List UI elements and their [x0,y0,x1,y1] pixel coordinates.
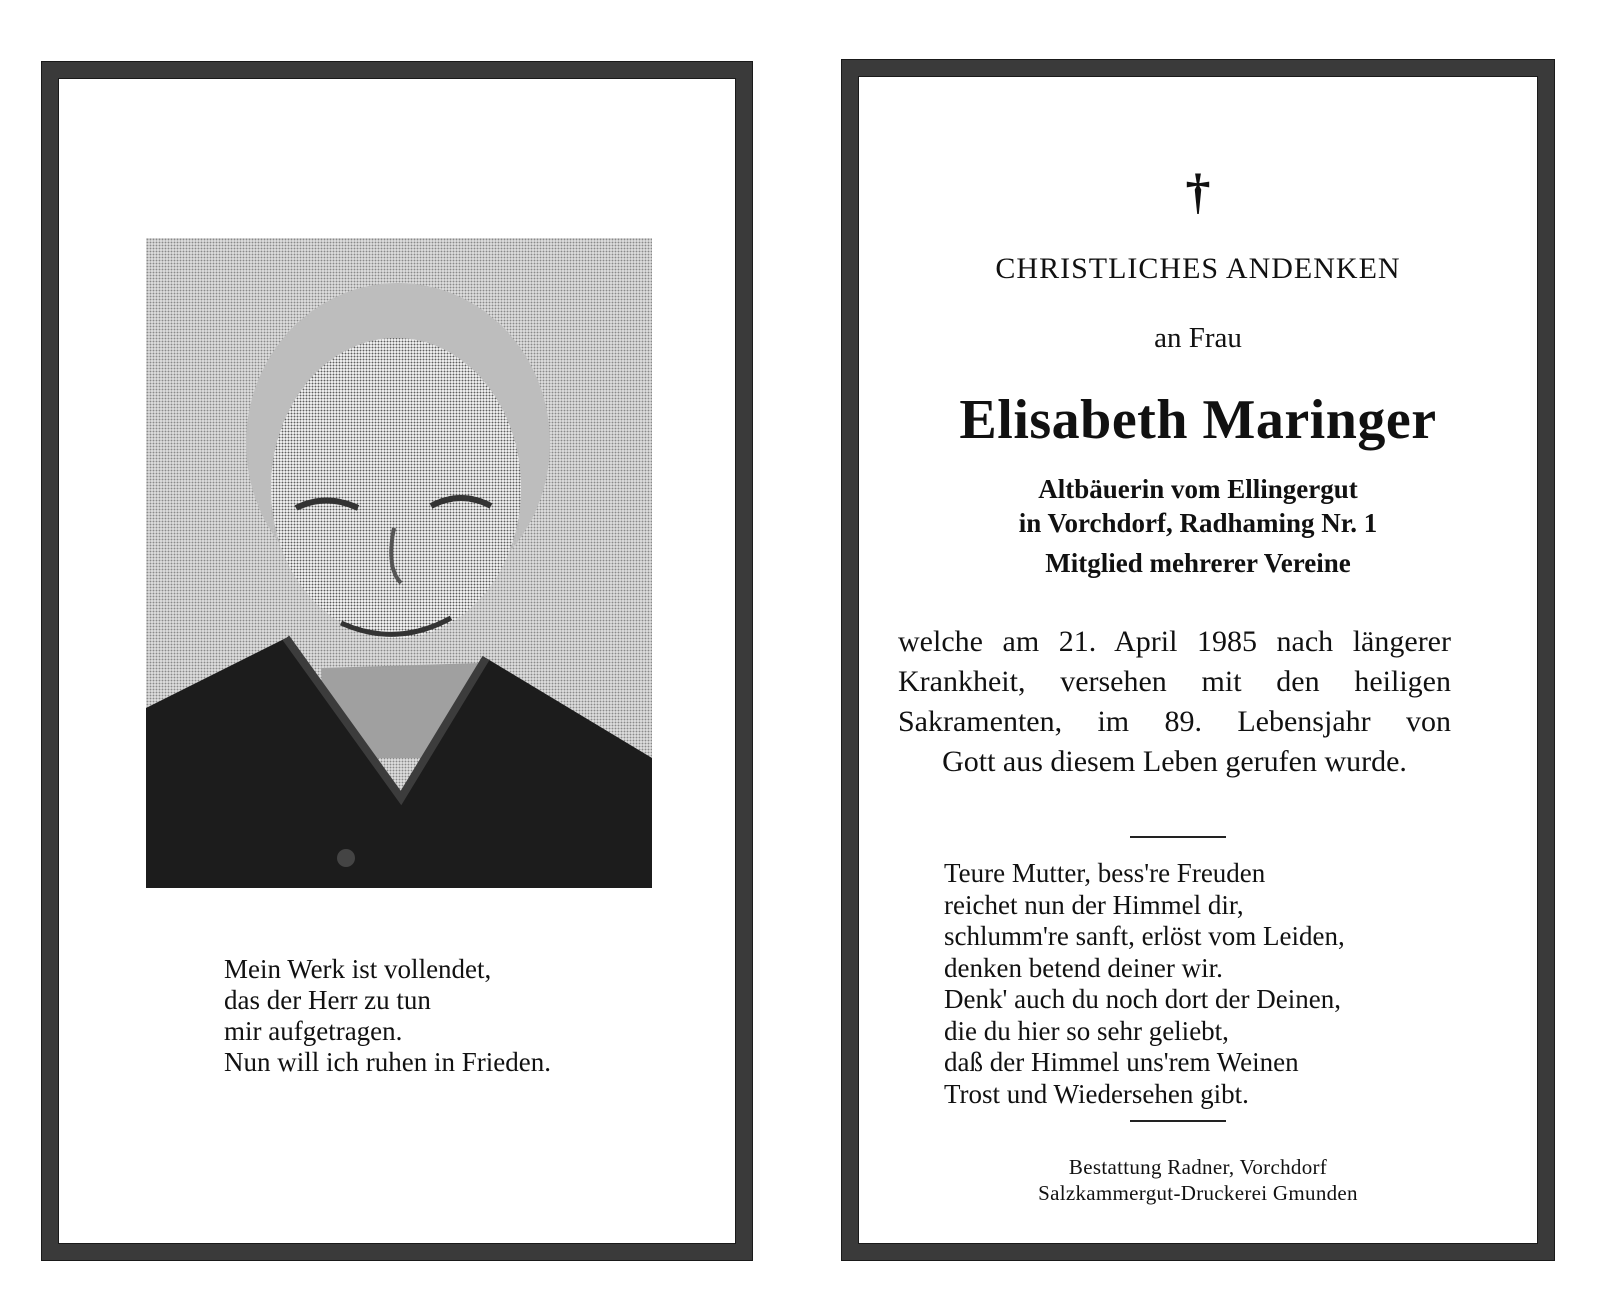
deceased-name: Elisabeth Maringer [959,389,1437,451]
name-prefix: an Frau [1154,322,1242,354]
description-line: in Vorchdorf, Radhaming Nr. 1 [1018,508,1378,538]
memorial-card-back [842,60,1554,1260]
notice-line: Krankheit, versehen mit den heiligen [898,665,1451,698]
description-line: Altbäuerin vom Ellingergut [1038,474,1358,504]
notice-line: welche am 21. April 1985 nach längerer [898,625,1451,658]
notice-line: Gott aus diesem Leben gerufen wurde. [942,745,1407,778]
verse-line: mir aufgetragen. [224,1016,403,1046]
portrait-figure-icon [146,238,652,888]
verse-line: Trost und Wiedersehen gibt. [944,1078,1249,1109]
credit-line: Salzkammergut-Druckerei Gmunden [1038,1181,1358,1205]
deceased-description [858,472,1538,580]
verse-line: Nun will ich ruhen in Frieden. [224,1047,551,1077]
portrait-photo [146,238,652,888]
verse-line: daß der Himmel uns'rem Weinen [944,1047,1299,1077]
verse-line: denken betend deiner wir. [944,952,1223,983]
divider [1130,836,1226,838]
cross-icon: † [1185,163,1211,219]
credit-line: Bestattung Radner, Vorchdorf [1068,1155,1328,1179]
death-notice-text [898,622,1451,782]
verse-line: die du hier so sehr geliebt, [944,1015,1229,1046]
memorial-card-front [42,62,752,1260]
printer-credits [858,1154,1538,1206]
description-line: Mitglied mehrerer Vereine [1045,548,1351,578]
right-verse [944,858,1345,1110]
notice-line: Sakramenten, im 89. Lebensjahr von [898,705,1451,738]
verse-line: Mein Werk ist vollendet, [224,954,492,984]
verse-line: Teure Mutter, bess're Freuden [944,858,1266,888]
verse-line: das der Herr zu tun [224,985,431,1015]
card-heading: CHRISTLICHES ANDENKEN [995,252,1401,285]
left-verse [224,954,551,1078]
divider [1130,1120,1226,1122]
verse-line: Denk' auch du noch dort der Deinen, [944,984,1341,1014]
verse-line: schlumm're sanft, erlöst vom Leiden, [944,921,1345,951]
verse-line: reichet nun der Himmel dir, [944,889,1244,920]
